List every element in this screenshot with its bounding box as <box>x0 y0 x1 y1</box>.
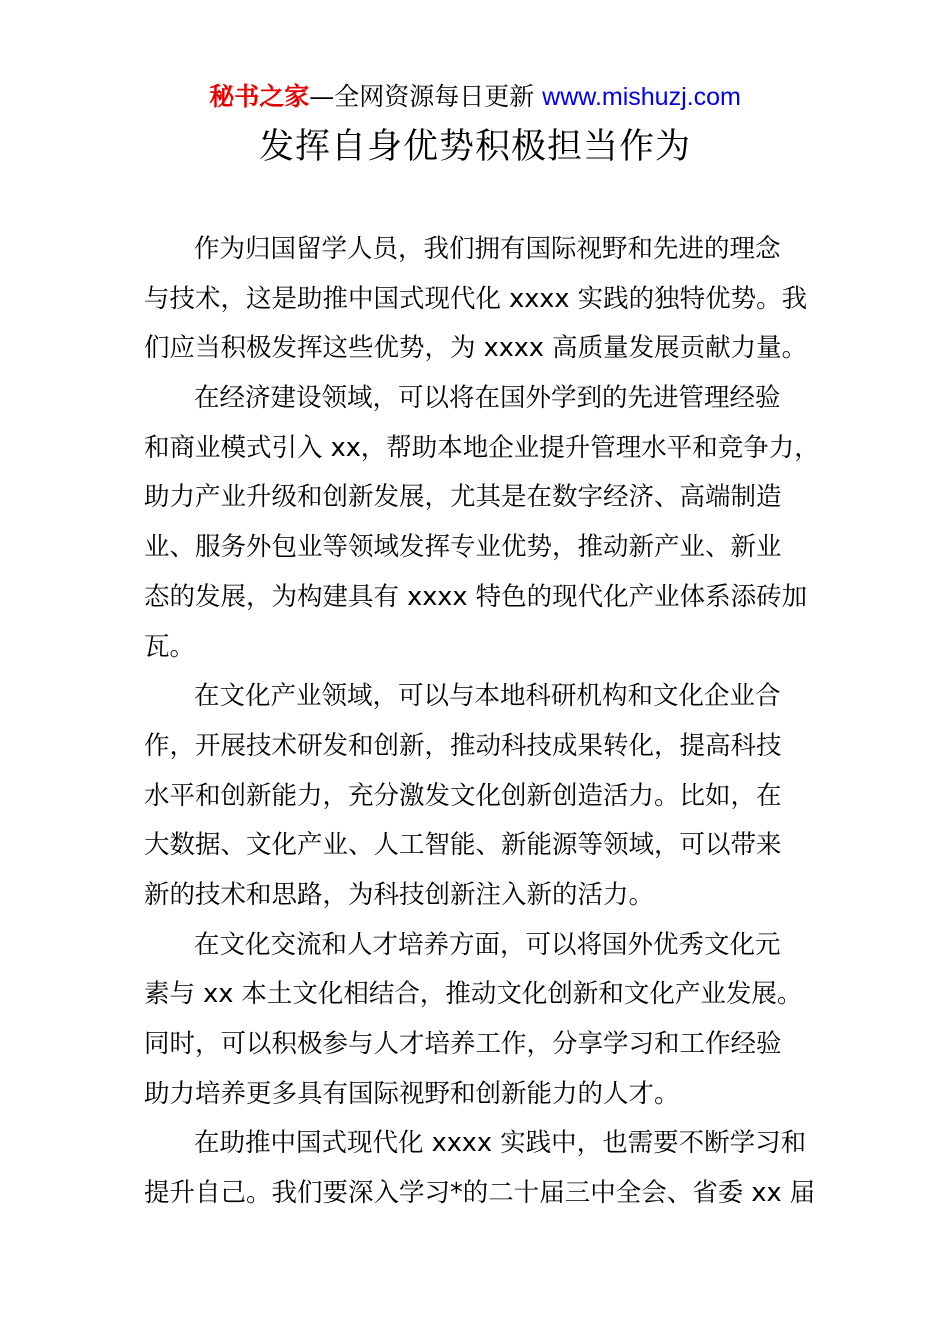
site-header <box>0 80 950 114</box>
text-line: 在文化产业领域，可以与本地科研机构和文化企业合 <box>194 681 781 712</box>
text-line: 们应当积极发挥这些优势，为 xxxx 高质量发展贡献力量。 <box>144 333 808 364</box>
site-brand: 秘书之家 <box>209 82 310 111</box>
text-line: 同时，可以积极参与人才培养工作，分享学习和工作经验 <box>144 1029 782 1059</box>
text-line: 业、服务外包业等领域发挥专业优势，推动新产业、新业 <box>144 532 782 563</box>
text-line: 助力培养更多具有国际视野和创新能力的人才。 <box>144 1078 680 1109</box>
text-line: 新的技术和思路，为科技创新注入新的活力。 <box>144 879 655 910</box>
text-line: 在文化交流和人才培养方面，可以将国外优秀文化元 <box>194 929 781 960</box>
site-tagline: —全网资源每日更新 <box>309 82 543 111</box>
text-line: 助力产业升级和创新发展，尤其是在数字经济、高端制造 <box>144 482 782 513</box>
text-line: 素与 xx 本土文化相结合，推动文化创新和文化产业发展。 <box>144 979 803 1010</box>
document-body <box>144 225 824 1219</box>
document-title: 发挥自身优势积极担当作为 <box>258 127 691 167</box>
text-line: 在经济建设领域，可以将在国外学到的先进管理经验 <box>194 383 781 414</box>
text-line: 提升自己。我们要深入学习*的二十届三中全会、省委 xx 届 <box>144 1178 816 1209</box>
text-line: 在助推中国式现代化 xxxx 实践中，也需要不断学习和 <box>194 1128 807 1159</box>
text-line: 和商业模式引入 xx，帮助本地企业提升管理水平和竞争力， <box>144 432 820 463</box>
text-line: 水平和创新能力，充分激发文化创新创造活力。比如，在 <box>144 780 782 811</box>
text-line: 作，开展技术研发和创新，推动科技成果转化，提高科技 <box>144 730 782 761</box>
text-line: 瓦。 <box>144 631 196 662</box>
site-url-link[interactable]: www.mishuzj.com <box>542 83 741 111</box>
text-line: 与技术，这是助推中国式现代化 xxxx 实践的独特优势。我 <box>144 283 808 314</box>
text-line: 作为归国留学人员，我们拥有国际视野和先进的理念 <box>194 234 781 264</box>
text-line: 态的发展，为构建具有 xxxx 特色的现代化产业体系添砖加 <box>144 581 808 612</box>
text-line: 大数据、文化产业、人工智能、新能源等领域，可以带来 <box>144 830 782 861</box>
